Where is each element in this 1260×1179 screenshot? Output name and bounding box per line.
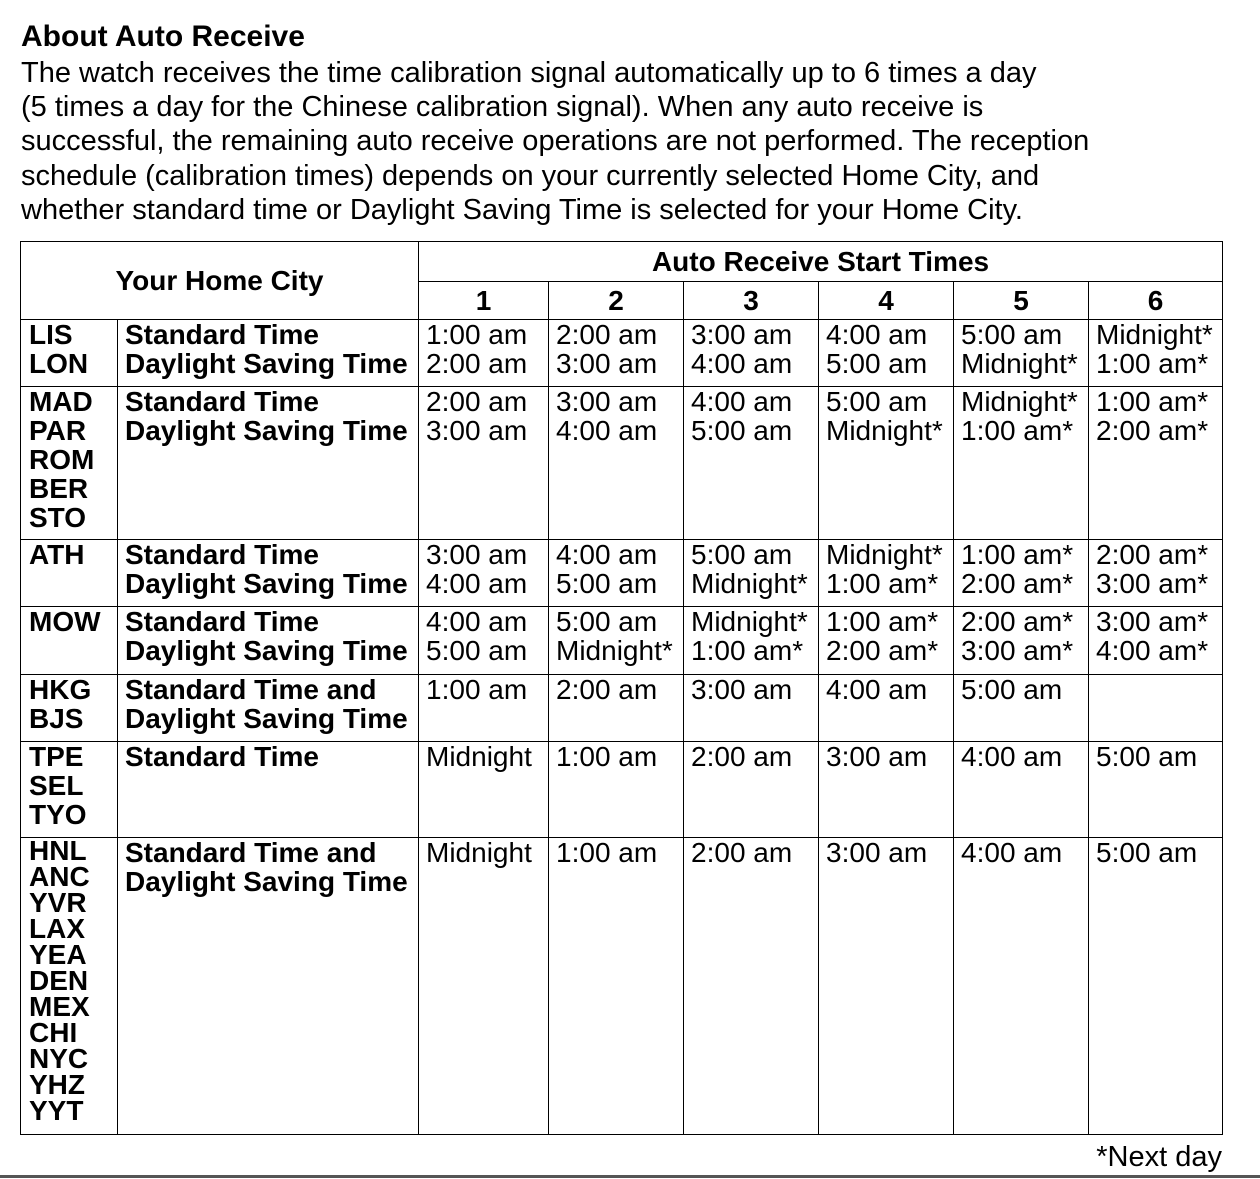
time-mode-label: Daylight Saving Time	[125, 635, 408, 666]
city-code: LIS	[29, 319, 73, 350]
bottom-divider	[0, 1175, 1260, 1178]
time-mode-cell	[118, 540, 419, 607]
time-mode-label: Standard Time and	[125, 837, 377, 868]
city-code: YHZ	[29, 1069, 85, 1100]
start-time-value: 5:00 am	[556, 606, 658, 637]
start-time-cell	[549, 607, 684, 675]
column-number-header: 5	[954, 282, 1089, 320]
start-time-value: 4:00 am	[426, 568, 528, 599]
city-code: ROM	[29, 444, 95, 475]
start-time-cell	[819, 387, 954, 540]
start-time-value: 4:00 am	[961, 837, 1063, 868]
time-mode-label: Daylight Saving Time	[125, 568, 408, 599]
start-time-cell	[954, 387, 1089, 540]
start-time-cell	[419, 607, 549, 675]
section-heading: About Auto Receive	[21, 20, 305, 53]
start-time-value: 4:00 am*	[1096, 635, 1209, 666]
start-time-value: 2:00 am*	[1096, 415, 1209, 446]
start-time-value: 1:00 am	[556, 741, 658, 772]
start-time-cell	[684, 675, 819, 742]
start-time-cell	[954, 838, 1089, 1135]
start-time-cell	[549, 320, 684, 387]
start-time-value: 5:00 am	[691, 539, 793, 570]
start-time-value: 4:00 am	[691, 386, 793, 417]
city-code: ATH	[29, 539, 85, 570]
start-time-value: Midnight*	[961, 386, 1078, 417]
start-time-cell	[819, 838, 954, 1135]
start-time-cell	[549, 838, 684, 1135]
city-codes-cell	[21, 540, 118, 607]
start-time-value: 4:00 am	[556, 539, 658, 570]
start-time-value: 2:00 am	[556, 674, 658, 705]
start-time-value: 3:00 am	[826, 741, 928, 772]
start-time-cell	[819, 675, 954, 742]
start-time-value: 2:00 am	[556, 319, 658, 350]
start-time-value: 2:00 am	[691, 741, 793, 772]
start-time-cell	[684, 387, 819, 540]
start-time-value: 4:00 am	[691, 348, 793, 379]
start-time-value: Midnight*	[691, 606, 808, 637]
start-time-cell	[549, 675, 684, 742]
city-code: NYC	[29, 1043, 89, 1074]
city-code: BJS	[29, 703, 84, 734]
start-time-cell	[819, 540, 954, 607]
table-row	[21, 675, 1223, 742]
start-time-value: 2:00 am*	[1096, 539, 1209, 570]
start-times-header: Auto Receive Start Times	[419, 242, 1223, 282]
start-time-value: Midnight	[426, 837, 532, 868]
city-code: MAD	[29, 386, 93, 417]
start-time-value: 3:00 am*	[1096, 568, 1209, 599]
start-time-value: 2:00 am*	[826, 635, 939, 666]
time-mode-cell	[118, 675, 419, 742]
start-time-cell	[954, 607, 1089, 675]
start-time-cell	[684, 320, 819, 387]
start-time-cell	[419, 838, 549, 1135]
time-mode-label: Daylight Saving Time	[125, 348, 408, 379]
start-time-value: 1:00 am	[426, 319, 528, 350]
start-time-value: Midnight*	[826, 415, 943, 446]
start-time-cell	[1089, 320, 1223, 387]
start-time-cell	[549, 387, 684, 540]
column-number-header: 2	[549, 282, 684, 320]
start-time-value: 1:00 am*	[961, 415, 1074, 446]
start-time-cell	[819, 607, 954, 675]
start-time-value: Midnight*	[826, 539, 943, 570]
start-time-cell	[954, 675, 1089, 742]
start-time-cell	[549, 742, 684, 838]
table-row	[21, 838, 1223, 1135]
start-time-value: 1:00 am	[426, 674, 528, 705]
column-number-header: 6	[1089, 282, 1223, 320]
start-time-value: Midnight*	[691, 568, 808, 599]
city-code: DEN	[29, 965, 89, 996]
table-row	[21, 607, 1223, 675]
city-code: BER	[29, 473, 89, 504]
start-time-cell	[1089, 540, 1223, 607]
start-time-cell	[1089, 607, 1223, 675]
start-time-value: 3:00 am	[426, 415, 528, 446]
start-time-value: 4:00 am	[826, 319, 928, 350]
start-time-value: 5:00 am	[826, 386, 928, 417]
start-time-value: 5:00 am	[961, 319, 1063, 350]
start-time-value: Midnight*	[1096, 319, 1213, 350]
start-time-cell	[419, 675, 549, 742]
city-code: LAX	[29, 913, 85, 944]
time-mode-label: Standard Time	[125, 741, 319, 772]
city-code: TPE	[29, 741, 84, 772]
start-time-cell	[419, 387, 549, 540]
start-time-value: 2:00 am	[426, 348, 528, 379]
city-codes-cell	[21, 675, 118, 742]
start-time-value: 4:00 am	[426, 606, 528, 637]
table-row	[21, 320, 1223, 387]
start-time-cell	[1089, 838, 1223, 1135]
start-time-value: 2:00 am*	[961, 568, 1074, 599]
city-code: YYT	[29, 1095, 84, 1126]
time-mode-label: Standard Time	[125, 319, 319, 350]
time-mode-cell	[118, 320, 419, 387]
start-time-value: 3:00 am	[691, 674, 793, 705]
start-time-value: 3:00 am	[556, 348, 658, 379]
start-time-value: 2:00 am*	[961, 606, 1074, 637]
city-code: YVR	[29, 887, 87, 918]
start-time-value: 5:00 am	[1096, 741, 1198, 772]
start-time-cell	[419, 540, 549, 607]
column-number-header: 4	[819, 282, 954, 320]
column-number-header: 3	[684, 282, 819, 320]
time-mode-label: Daylight Saving Time	[125, 866, 408, 897]
time-mode-cell	[118, 387, 419, 540]
city-code: YEA	[29, 939, 87, 970]
start-time-value: 1:00 am*	[826, 568, 939, 599]
intro-paragraph	[21, 56, 1241, 227]
city-code: STO	[29, 502, 87, 533]
schedule-body	[21, 320, 1223, 1135]
time-mode-label: Daylight Saving Time	[125, 415, 408, 446]
start-time-value: 2:00 am	[691, 837, 793, 868]
start-time-value: 3:00 am*	[961, 635, 1074, 666]
city-code: HNL	[29, 837, 87, 866]
start-time-value: 5:00 am	[691, 415, 793, 446]
time-mode-label: Standard Time	[125, 606, 319, 637]
city-code: MOW	[29, 606, 101, 637]
start-time-cell	[549, 540, 684, 607]
start-time-cell	[684, 540, 819, 607]
start-time-value: 5:00 am	[556, 568, 658, 599]
start-time-value: 1:00 am*	[691, 635, 804, 666]
start-time-cell	[954, 540, 1089, 607]
intro-line: (5 times a day for the Chinese calibration signal). When any auto receive is	[21, 91, 984, 124]
city-code: CHI	[29, 1017, 78, 1048]
start-time-value: 4:00 am	[556, 415, 658, 446]
start-time-cell	[419, 742, 549, 838]
start-time-value: 3:00 am*	[1096, 606, 1209, 637]
city-codes-cell	[21, 838, 118, 1135]
start-time-value: 3:00 am	[691, 319, 793, 350]
city-codes-cell	[21, 320, 118, 387]
start-time-cell	[1089, 675, 1223, 742]
start-time-value: Midnight*	[961, 348, 1078, 379]
start-time-value: 4:00 am	[826, 674, 928, 705]
start-time-value: 4:00 am	[961, 741, 1063, 772]
start-time-cell	[954, 320, 1089, 387]
auto-receive-schedule-table	[20, 241, 1223, 1135]
home-city-header: Your Home City	[21, 242, 419, 320]
time-mode-cell	[118, 742, 419, 838]
city-codes-cell	[21, 607, 118, 675]
city-code: HKG	[29, 674, 92, 705]
start-time-value: 1:00 am*	[1096, 348, 1209, 379]
start-time-value: 1:00 am*	[826, 606, 939, 637]
start-time-cell	[684, 607, 819, 675]
column-number-header: 1	[419, 282, 549, 320]
time-mode-label: Standard Time	[125, 386, 319, 417]
start-time-cell	[684, 838, 819, 1135]
intro-line: successful, the remaining auto receive operations are not performed. The reception	[21, 125, 1090, 158]
city-code: PAR	[29, 415, 87, 446]
start-time-value: Midnight*	[556, 635, 673, 666]
start-time-cell	[819, 320, 954, 387]
start-time-cell	[419, 320, 549, 387]
footnote: *Next day	[1096, 1141, 1222, 1173]
start-time-value: 1:00 am	[556, 837, 658, 868]
start-time-value: 5:00 am	[1096, 837, 1198, 868]
start-time-cell	[954, 742, 1089, 838]
table-row	[21, 742, 1223, 838]
city-code: SEL	[29, 770, 84, 801]
city-codes-cell	[21, 742, 118, 838]
time-mode-label: Daylight Saving Time	[125, 703, 408, 734]
start-time-value: 1:00 am*	[1096, 386, 1209, 417]
time-mode-label: Standard Time	[125, 539, 319, 570]
city-code: ANC	[29, 861, 90, 892]
city-code: LON	[29, 348, 89, 379]
table-row	[21, 387, 1223, 540]
start-time-value: 3:00 am	[426, 539, 528, 570]
start-time-cell	[819, 742, 954, 838]
start-time-value: 5:00 am	[826, 348, 928, 379]
start-time-value: 5:00 am	[961, 674, 1063, 705]
start-time-cell	[1089, 742, 1223, 838]
city-code: MEX	[29, 991, 90, 1022]
intro-line: schedule (calibration times) depends on your currently selected Home City, and	[21, 159, 1040, 192]
time-mode-cell	[118, 607, 419, 675]
start-time-cell	[1089, 387, 1223, 540]
city-codes-cell	[21, 387, 118, 540]
intro-line: The watch receives the time calibration signal automatically up to 6 times a day	[21, 57, 1037, 89]
start-time-value: 3:00 am	[826, 837, 928, 868]
start-time-value: 2:00 am	[426, 386, 528, 417]
city-code: TYO	[29, 799, 87, 830]
time-mode-cell	[118, 838, 419, 1135]
table-row	[21, 540, 1223, 607]
start-time-value: 5:00 am	[426, 635, 528, 666]
start-time-cell	[684, 742, 819, 838]
start-time-value: 3:00 am	[556, 386, 658, 417]
intro-line: whether standard time or Daylight Saving Time is selected for your Home City.	[21, 193, 1023, 226]
start-time-value: Midnight	[426, 741, 532, 772]
start-time-value: 1:00 am*	[961, 539, 1074, 570]
time-mode-label: Standard Time and	[125, 674, 377, 705]
